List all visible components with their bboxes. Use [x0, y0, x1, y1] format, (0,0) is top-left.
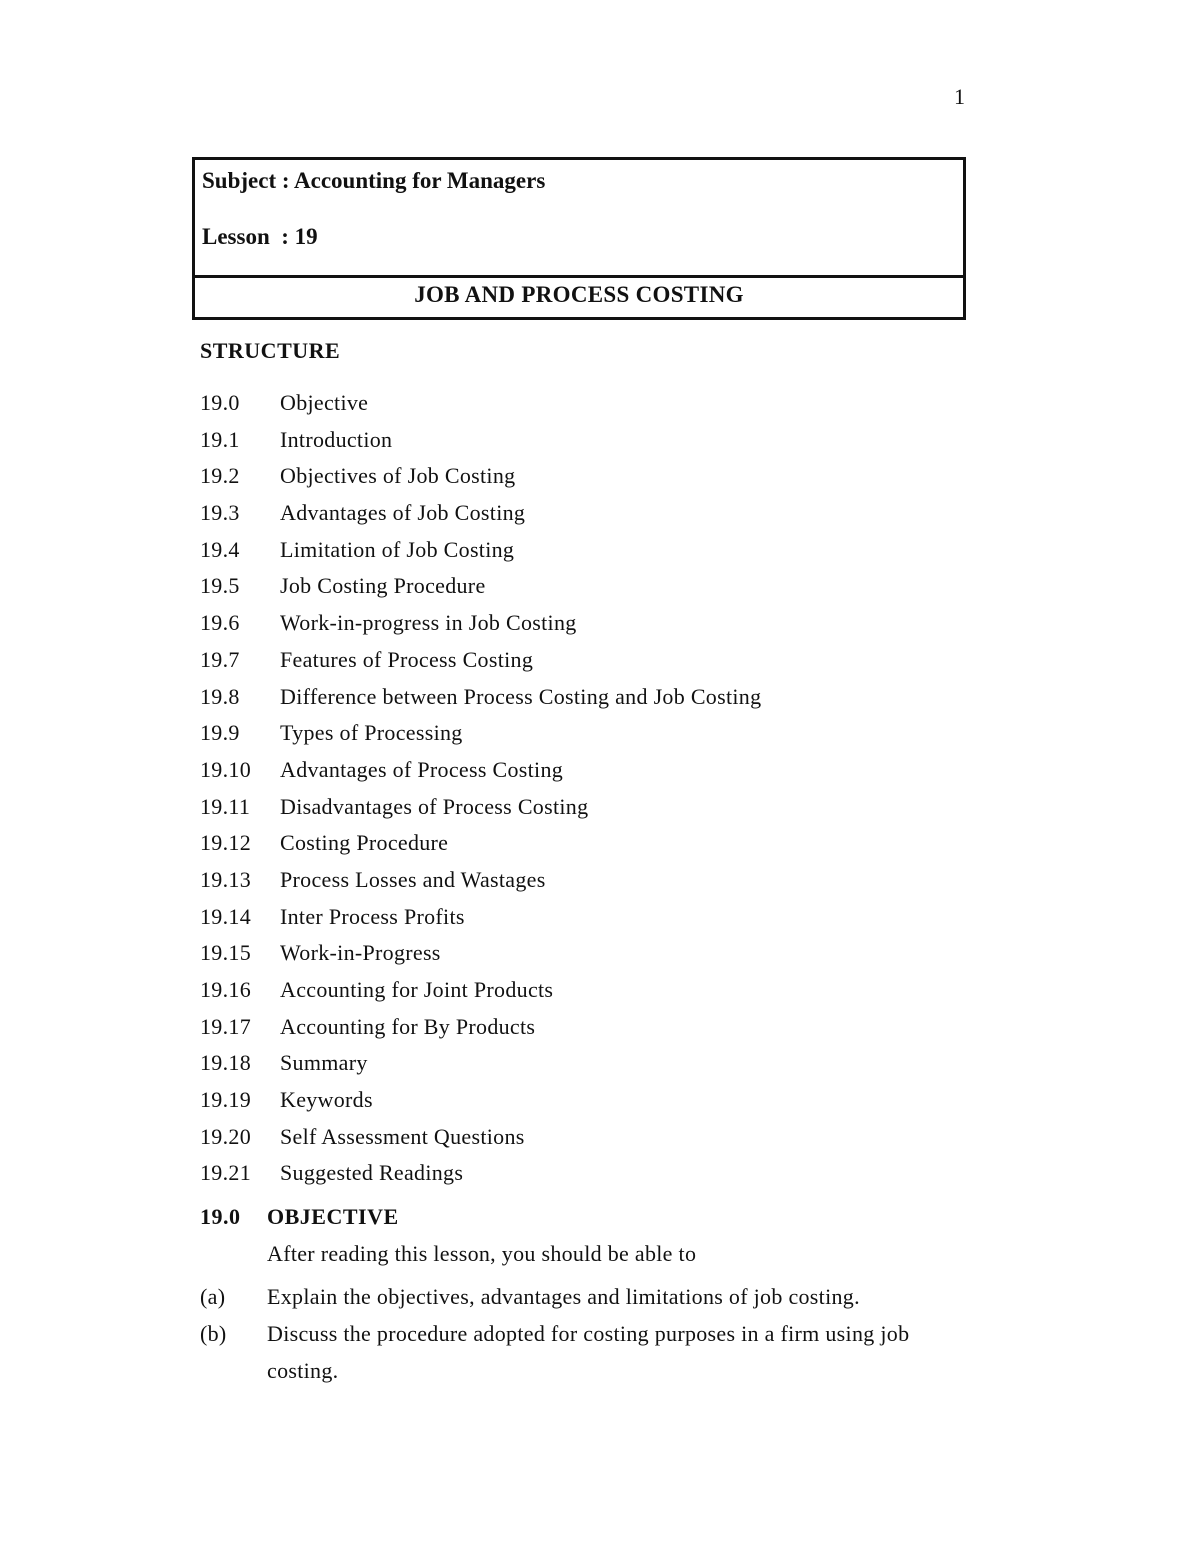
- structure-item-number: 19.12: [200, 830, 251, 856]
- structure-list-item: [200, 940, 761, 977]
- structure-item-number: 19.18: [200, 1050, 251, 1076]
- lesson-title: JOB AND PROCESS COSTING: [414, 282, 744, 307]
- structure-item-label: Keywords: [280, 1087, 373, 1113]
- structure-item-number: 19.10: [200, 756, 251, 782]
- structure-item-number: 19.14: [200, 903, 251, 929]
- structure-item-number: 19.20: [200, 1123, 251, 1149]
- structure-item-label: Accounting for Joint Products: [280, 977, 554, 1002]
- structure-list-item: [200, 1087, 761, 1124]
- structure-item-label: Summary: [280, 1050, 368, 1076]
- structure-list-item: [200, 573, 761, 610]
- structure-list-item: [200, 537, 761, 574]
- objective-item-text: Discuss the procedure adopted for costing purposes in a firm using job costing.: [267, 1321, 910, 1383]
- structure-item-number: 19.11: [200, 793, 251, 819]
- lesson-header-info: [195, 160, 963, 278]
- structure-item-number: 19.15: [200, 940, 251, 966]
- structure-item-label: Job Costing Procedure: [280, 573, 486, 599]
- structure-item-label: Accounting for By Products: [280, 1013, 536, 1039]
- structure-list-item: [200, 463, 761, 500]
- structure-item-label: Features of Process Costing: [280, 646, 534, 672]
- structure-list-item: [200, 390, 761, 427]
- structure-item-label: Self Assessment Questions: [280, 1123, 525, 1149]
- structure-item-label: Limitation of Job Costing: [280, 536, 515, 562]
- structure-item-label: Objectives of Job Costing: [280, 463, 516, 489]
- objective-list-item: [200, 1278, 980, 1315]
- structure-heading: STRUCTURE: [200, 338, 341, 363]
- structure-list-item: [200, 830, 761, 867]
- structure-item-number: 19.17: [200, 1013, 251, 1039]
- structure-item-label: Types of Processing: [280, 720, 463, 746]
- lesson-line: Lesson : 19: [202, 224, 318, 249]
- structure-item-number: 19.6: [200, 610, 240, 636]
- structure-item-number: 19.9: [200, 720, 240, 746]
- structure-list-item: [200, 757, 761, 794]
- structure-item-label: Suggested Readings: [280, 1160, 464, 1186]
- objective-list: [200, 1278, 980, 1389]
- structure-item-number: 19.16: [200, 977, 251, 1002]
- structure-item-label: Objective: [280, 390, 369, 415]
- objective-section-number: 19.0: [200, 1204, 241, 1229]
- structure-list-item: [200, 720, 761, 757]
- structure-item-number: 19.0: [200, 390, 240, 415]
- structure-item-label: Difference between Process Costing and Job Costing: [280, 683, 762, 709]
- structure-list-item: [200, 1050, 761, 1087]
- structure-item-number: 19.3: [200, 500, 240, 526]
- structure-item-label: Disadvantages of Process Costing: [280, 793, 589, 819]
- structure-list-item: [200, 684, 761, 721]
- objective-item-marker: (a): [200, 1284, 226, 1309]
- structure-item-label: Process Losses and Wastages: [280, 866, 546, 892]
- structure-list-item: [200, 867, 761, 904]
- objective-list-item: [200, 1315, 980, 1389]
- structure-item-label: Costing Procedure: [280, 830, 449, 856]
- objective-intro: After reading this lesson, you should be able to: [267, 1241, 697, 1266]
- structure-item-label: Advantages of Job Costing: [280, 500, 526, 526]
- structure-item-number: 19.1: [200, 426, 240, 452]
- structure-list-item: [200, 647, 761, 684]
- structure-item-label: Inter Process Profits: [280, 903, 465, 929]
- structure-item-number: 19.2: [200, 463, 240, 489]
- structure-item-number: 19.13: [200, 866, 251, 892]
- objective-item-marker: (b): [200, 1321, 227, 1346]
- page-number: 1: [954, 84, 965, 109]
- structure-item-number: 19.7: [200, 646, 240, 672]
- structure-item-number: 19.21: [200, 1160, 251, 1186]
- structure-list-item: [200, 500, 761, 537]
- structure-list-item: [200, 977, 761, 1014]
- objective-item-text: Explain the objectives, advantages and limitations of job costing.: [267, 1284, 860, 1309]
- structure-list-item: [200, 427, 761, 464]
- structure-list-item: [200, 1124, 761, 1161]
- subject-line: Subject : Accounting for Managers: [202, 168, 546, 193]
- structure-item-number: 19.4: [200, 536, 240, 562]
- structure-item-label: Advantages of Process Costing: [280, 756, 564, 782]
- structure-list: [200, 390, 761, 1197]
- structure-item-label: Work-in-Progress: [280, 940, 441, 966]
- structure-item-number: 19.8: [200, 683, 240, 709]
- structure-item-label: Work-in-progress in Job Costing: [280, 610, 577, 636]
- structure-item-number: 19.19: [200, 1087, 251, 1113]
- structure-list-item: [200, 1160, 761, 1197]
- objective-heading: [200, 1204, 399, 1230]
- structure-item-label: Introduction: [280, 426, 393, 452]
- structure-list-item: [200, 1014, 761, 1051]
- structure-list-item: [200, 794, 761, 831]
- structure-list-item: [200, 610, 761, 647]
- structure-list-item: [200, 904, 761, 941]
- structure-item-number: 19.5: [200, 573, 240, 599]
- objective-section-title: OBJECTIVE: [267, 1204, 399, 1229]
